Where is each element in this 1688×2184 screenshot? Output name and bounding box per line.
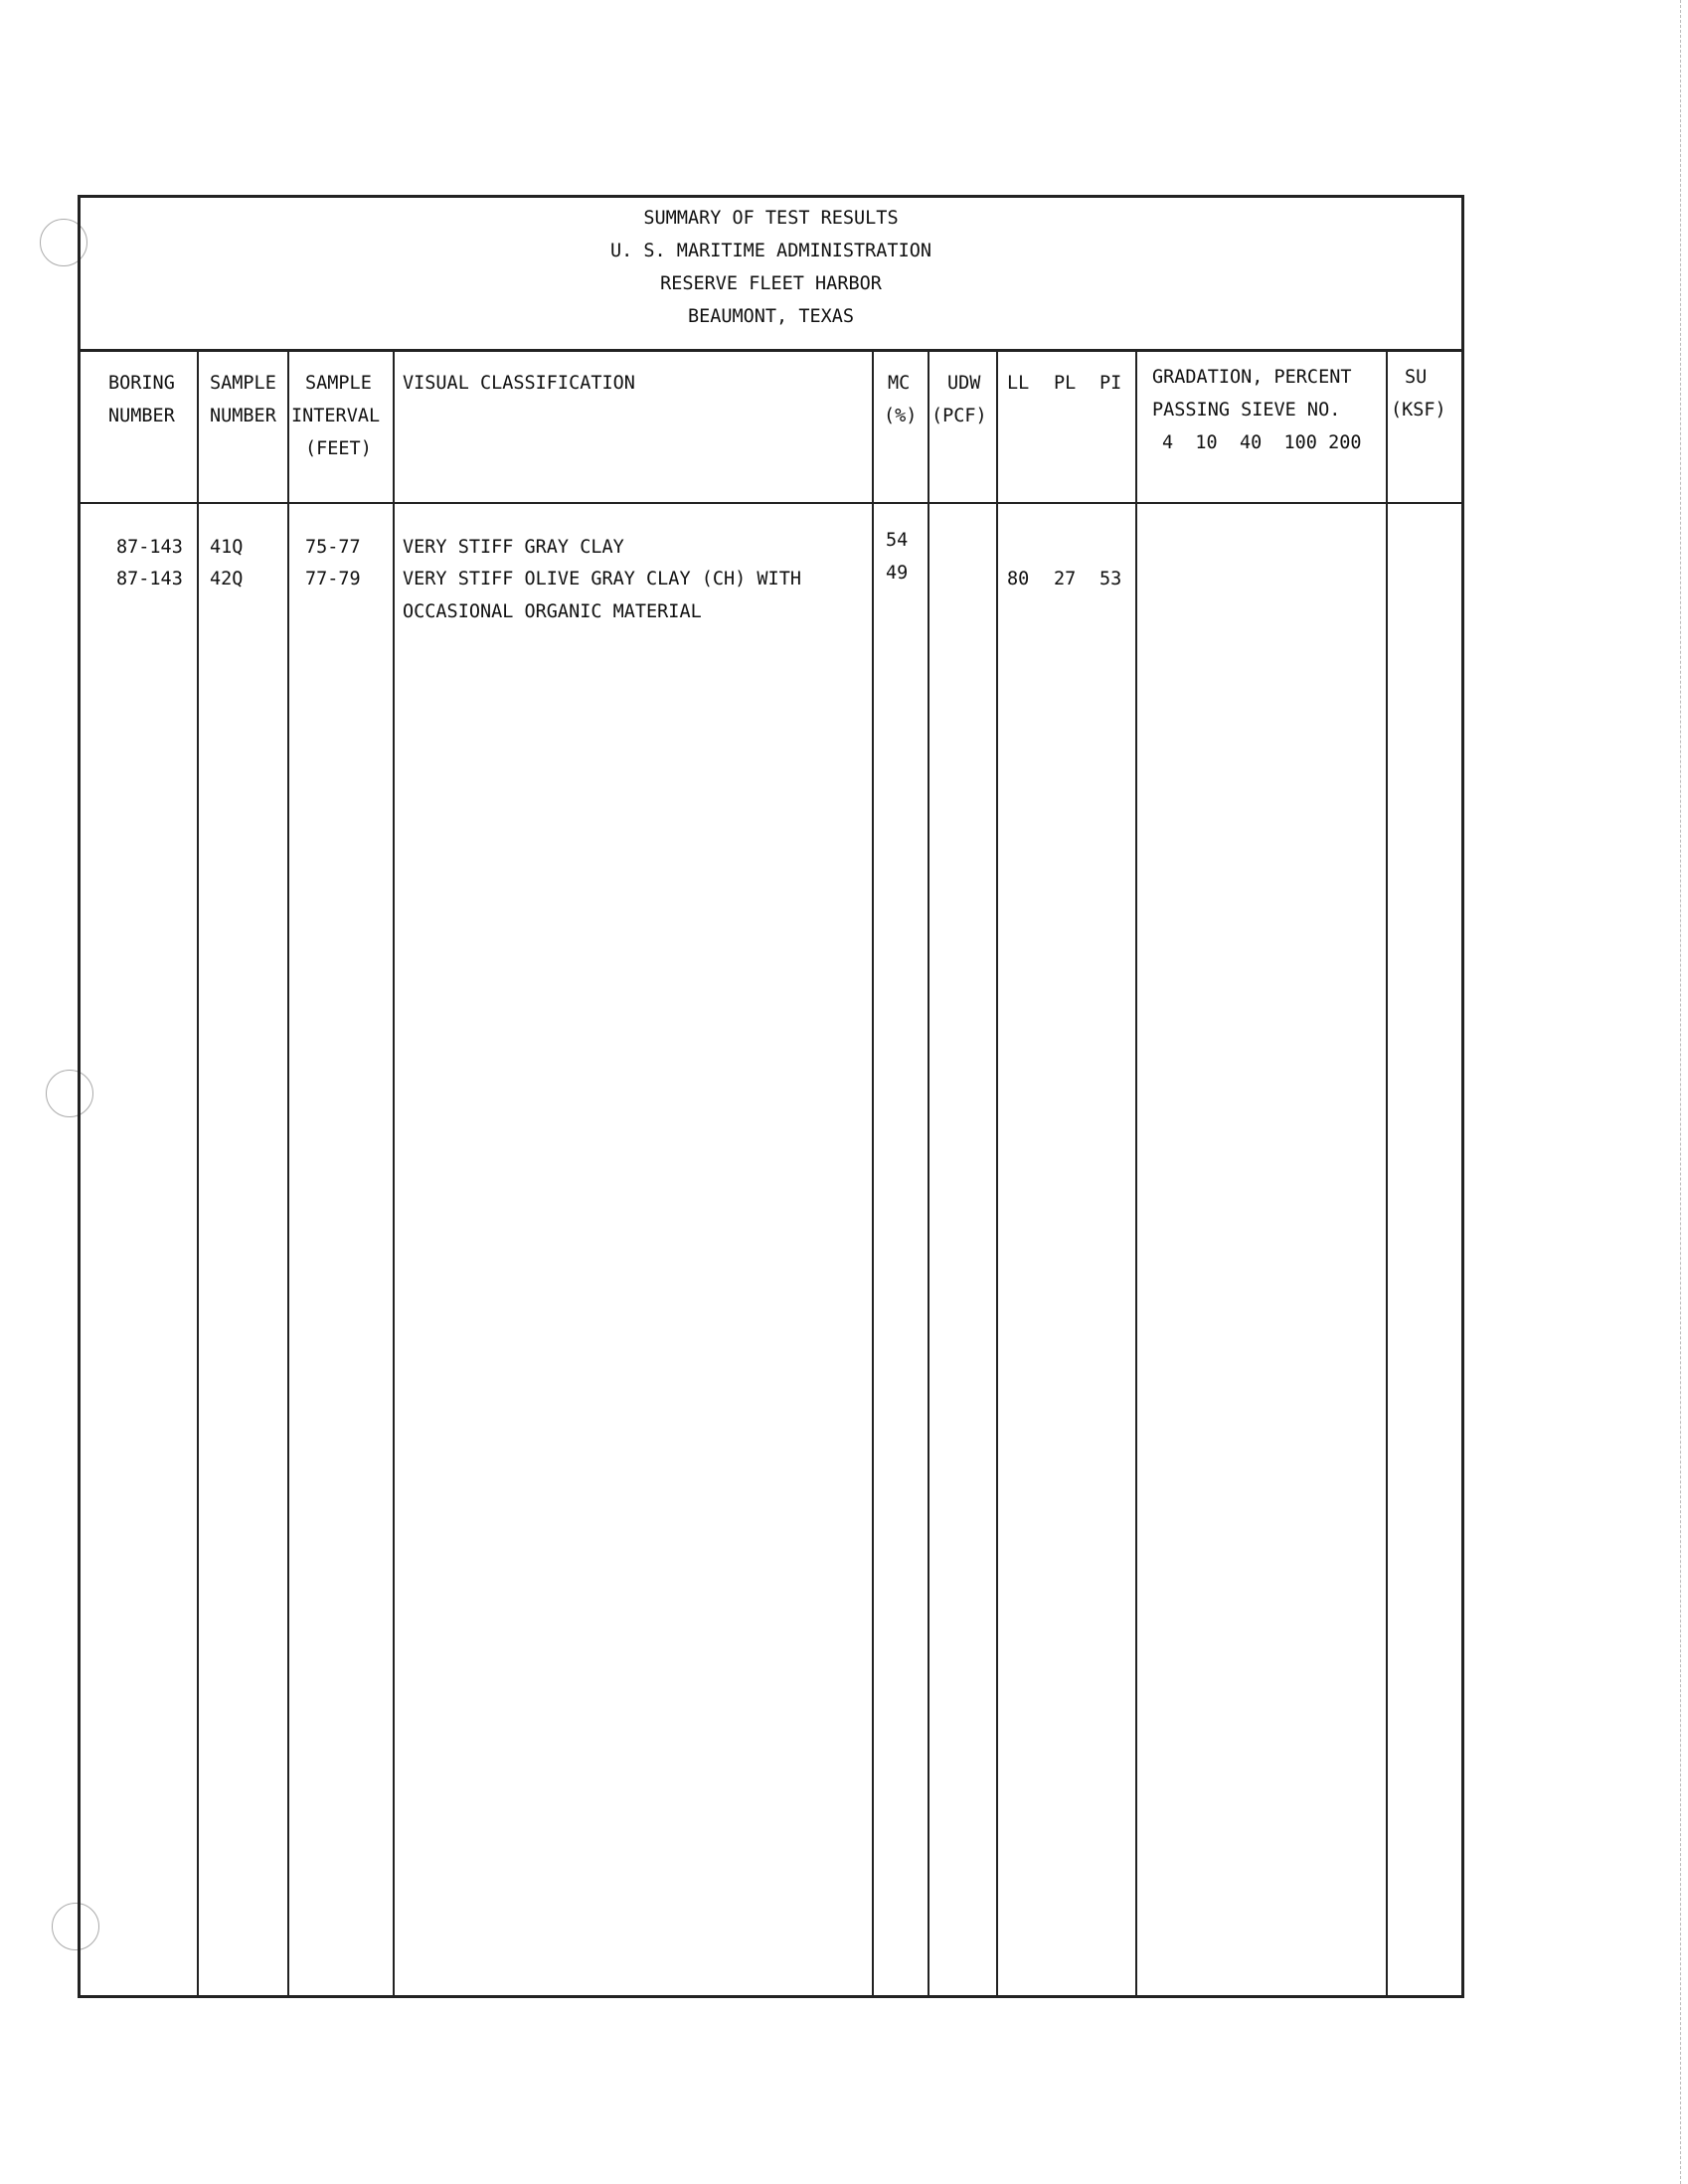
header-pl: PL bbox=[1054, 373, 1077, 394]
row1-mc: 54 bbox=[886, 530, 909, 551]
header-su-line2: (KSF) bbox=[1391, 400, 1446, 420]
column-divider bbox=[393, 349, 395, 1995]
column-divider bbox=[928, 349, 929, 1995]
row1-sample: 41Q bbox=[210, 537, 244, 558]
header-ll: LL bbox=[1007, 373, 1030, 394]
header-boring-line1: BORING bbox=[108, 373, 175, 394]
column-divider bbox=[872, 349, 874, 1995]
column-divider bbox=[287, 349, 289, 1995]
header-gradation-sieves: 4 10 40 100 200 bbox=[1162, 432, 1362, 453]
title-line-2: U. S. MARITIME ADMINISTRATION bbox=[609, 241, 931, 261]
header-visual-classification: VISUAL CLASSIFICATION bbox=[403, 373, 635, 394]
row2-boring: 87-143 bbox=[116, 569, 183, 589]
row2-visual-line2: OCCASIONAL ORGANIC MATERIAL bbox=[403, 601, 702, 622]
header-sample-number-line2: NUMBER bbox=[210, 406, 276, 426]
header-divider bbox=[81, 502, 1461, 504]
row1-visual: VERY STIFF GRAY CLAY bbox=[403, 537, 624, 558]
header-su-line1: SU bbox=[1405, 367, 1428, 388]
column-divider bbox=[1386, 349, 1388, 1995]
test-results-table bbox=[78, 195, 1464, 1998]
row2-mc: 49 bbox=[886, 563, 909, 584]
header-gradation-line1: GRADATION, PERCENT bbox=[1152, 367, 1352, 388]
header-udw-line1: UDW bbox=[947, 373, 981, 394]
row2-visual-line1: VERY STIFF OLIVE GRAY CLAY (CH) WITH bbox=[403, 569, 801, 589]
column-divider bbox=[996, 349, 998, 1995]
title-line-4: BEAUMONT, TEXAS bbox=[687, 306, 855, 327]
page-edge-rule bbox=[1680, 0, 1681, 2184]
row2-ll: 80 bbox=[1007, 569, 1030, 589]
header-udw-line2: (PCF) bbox=[931, 406, 987, 426]
row2-pl: 27 bbox=[1054, 569, 1077, 589]
column-divider bbox=[1135, 349, 1137, 1995]
header-sample-interval-line1: SAMPLE bbox=[305, 373, 372, 394]
header-boring-line2: NUMBER bbox=[108, 406, 175, 426]
title-line-3: RESERVE FLEET HARBOR bbox=[660, 273, 882, 294]
row1-boring: 87-143 bbox=[116, 537, 183, 558]
header-mc-line2: (%) bbox=[884, 406, 918, 426]
row2-sample: 42Q bbox=[210, 569, 244, 589]
header-mc-line1: MC bbox=[888, 373, 911, 394]
header-pi: PI bbox=[1099, 373, 1122, 394]
title-block bbox=[81, 198, 1461, 352]
header-sample-interval-line2: INTERVAL bbox=[291, 406, 381, 426]
column-divider bbox=[197, 349, 199, 1995]
header-gradation-line2: PASSING SIEVE NO. bbox=[1152, 400, 1341, 420]
header-sample-number-line1: SAMPLE bbox=[210, 373, 276, 394]
row2-pi: 53 bbox=[1099, 569, 1122, 589]
row1-interval: 75-77 bbox=[305, 537, 361, 558]
header-sample-interval-line3: (FEET) bbox=[305, 438, 372, 459]
title-line-1: SUMMARY OF TEST RESULTS bbox=[643, 208, 899, 229]
row2-interval: 77-79 bbox=[305, 569, 361, 589]
